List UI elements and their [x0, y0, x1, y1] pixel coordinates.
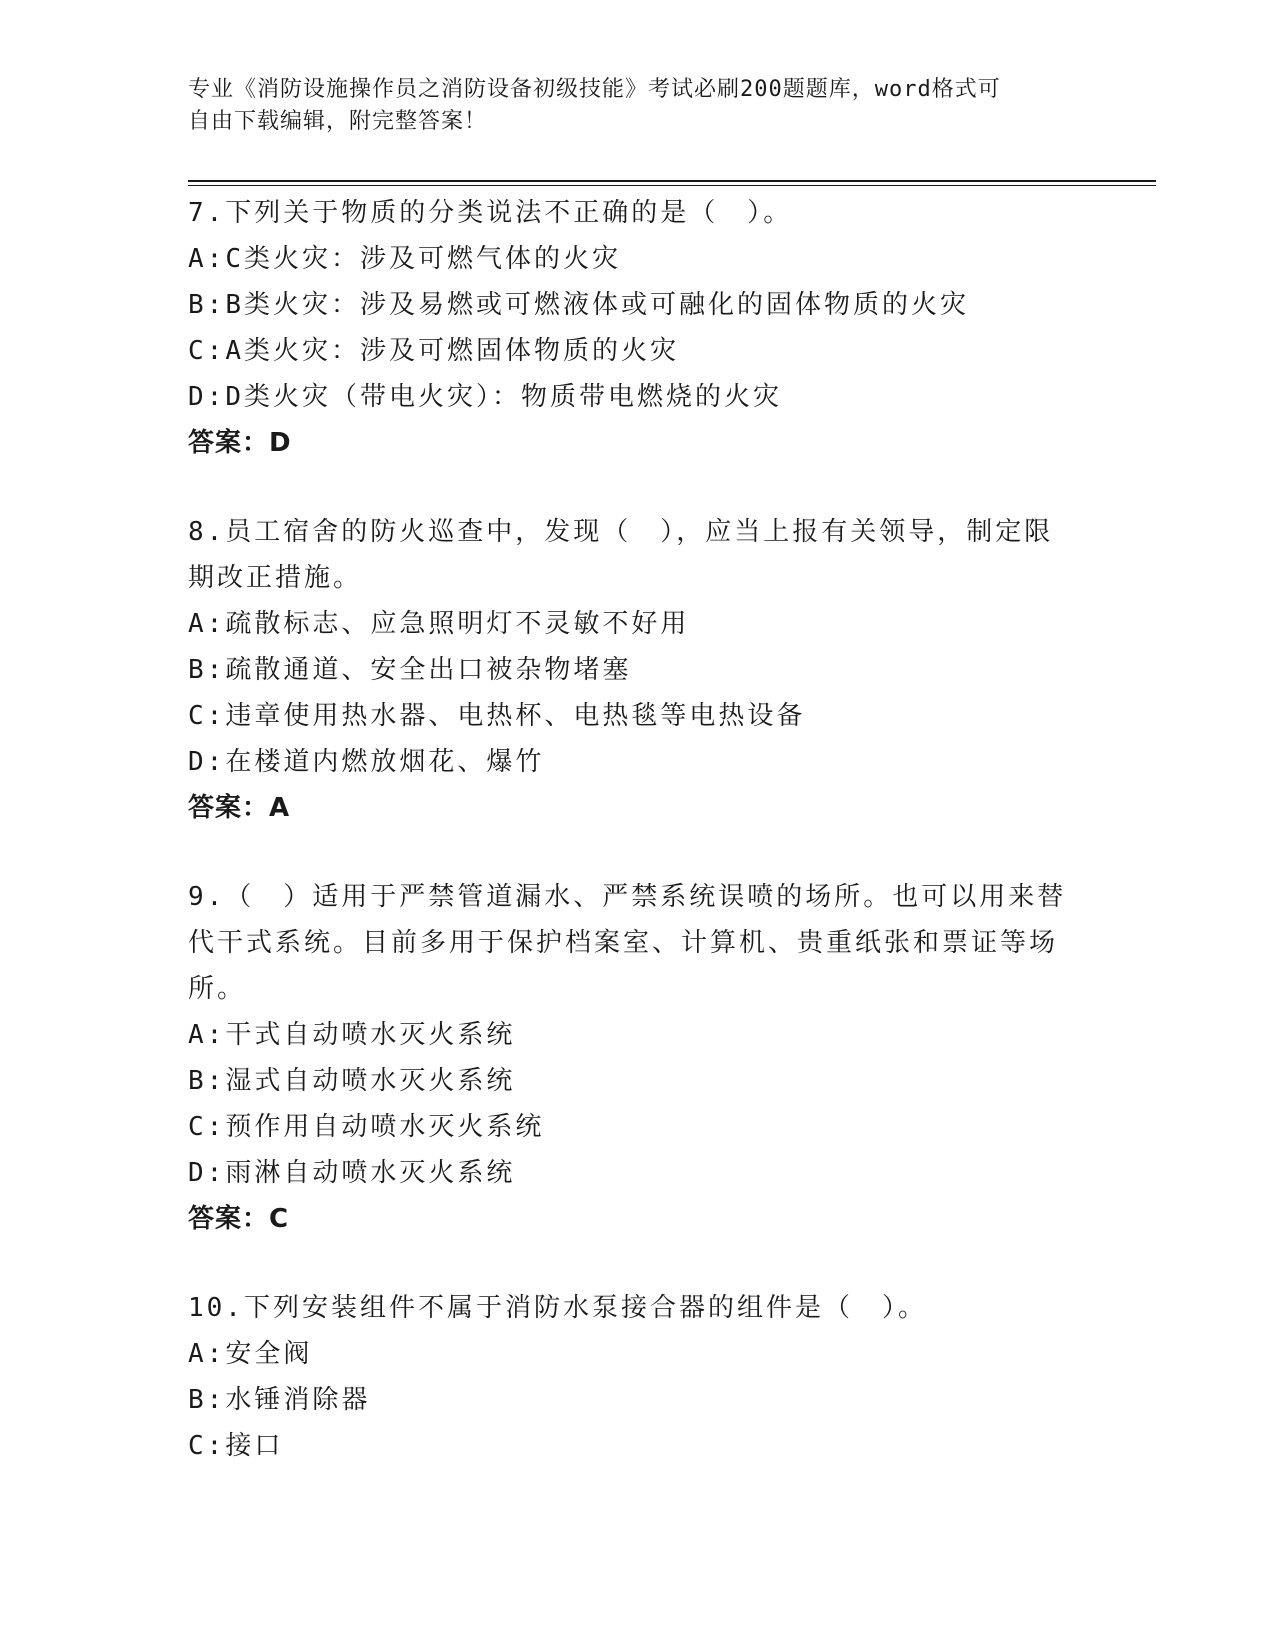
header-rule-thin — [188, 185, 1156, 186]
option-b — [188, 282, 1088, 328]
option-letter: B: — [188, 655, 226, 685]
option-d — [188, 739, 1088, 785]
answer-line: 答案：C — [188, 1204, 290, 1234]
document-header — [188, 74, 1088, 138]
option-a — [188, 236, 1088, 282]
question-9 — [188, 874, 1088, 1242]
spacer — [188, 466, 1088, 509]
question-text-continued: 代干式系统。目前多用于保护档案室、计算机、贵重纸张和票证等场 — [188, 928, 1059, 958]
question-8 — [188, 509, 1088, 831]
option-c — [188, 1104, 1088, 1150]
option-letter: D: — [188, 747, 226, 777]
option-text: 雨淋自动喷水灭火系统 — [225, 1158, 516, 1188]
option-c — [188, 1423, 1088, 1469]
option-text: 违章使用热水器、电热杯、电热毯等电热设备 — [225, 701, 806, 731]
option-letter: A: — [188, 1339, 226, 1369]
question-text: 10.下列安装组件不属于消防水泵接合器的组件是（ ）。 — [188, 1293, 927, 1323]
header-line-2: 自由下载编辑，附完整答案！ — [188, 109, 488, 134]
question-text: 8.员工宿舍的防火巡查中，发现（ ），应当上报有关领导，制定限 — [188, 517, 1054, 547]
option-a — [188, 1012, 1088, 1058]
option-text: D类火灾（带电火灾）：物质带电燃烧的火灾 — [225, 382, 782, 412]
option-text: C类火灾：涉及可燃气体的火灾 — [225, 244, 621, 274]
option-letter: B: — [188, 1385, 226, 1415]
option-b — [188, 1377, 1088, 1423]
question-text-continued: 期改正措施。 — [188, 563, 363, 593]
question-list — [188, 190, 1088, 1469]
question-10 — [188, 1285, 1088, 1469]
option-text: 接口 — [225, 1431, 284, 1461]
question-text: 7.下列关于物质的分类说法不正确的是（ ）。 — [188, 198, 793, 228]
answer-line: 答案：D — [188, 428, 292, 458]
option-a — [188, 601, 1088, 647]
option-c — [188, 328, 1088, 374]
option-text: 疏散标志、应急照明灯不灵敏不好用 — [225, 609, 690, 639]
option-text: 在楼道内燃放烟花、爆竹 — [225, 747, 545, 777]
option-letter: D: — [188, 1158, 226, 1188]
option-text: 水锤消除器 — [225, 1385, 371, 1415]
option-text: 安全阀 — [225, 1339, 313, 1369]
option-letter: C: — [188, 701, 226, 731]
option-d — [188, 374, 1088, 420]
option-letter: C: — [188, 1431, 226, 1461]
option-d — [188, 1150, 1088, 1196]
option-text: 湿式自动喷水灭火系统 — [225, 1066, 516, 1096]
option-b — [188, 1058, 1088, 1104]
option-letter: B: — [188, 1066, 226, 1096]
option-text: 疏散通道、安全出口被杂物堵塞 — [225, 655, 632, 685]
header-rule-thick — [188, 180, 1156, 182]
question-text: 9.（ ）适用于严禁管道漏水、严禁系统误喷的场所。也可以用来替 — [188, 882, 1067, 912]
option-text: A类火灾：涉及可燃固体物质的火灾 — [225, 336, 679, 366]
option-letter: B: — [188, 290, 226, 320]
answer-line: 答案：A — [188, 793, 291, 823]
option-letter: C: — [188, 1112, 226, 1142]
spacer — [188, 831, 1088, 874]
question-7 — [188, 190, 1088, 466]
option-letter: A: — [188, 609, 226, 639]
option-b — [188, 647, 1088, 693]
option-text: 干式自动喷水灭火系统 — [225, 1020, 516, 1050]
option-text: 预作用自动喷水灭火系统 — [225, 1112, 545, 1142]
option-letter: A: — [188, 244, 226, 274]
option-letter: D: — [188, 382, 226, 412]
question-text-continued: 所。 — [188, 974, 247, 1004]
option-letter: A: — [188, 1020, 226, 1050]
option-text: B类火灾：涉及易燃或可燃液体或可融化的固体物质的火灾 — [225, 290, 969, 320]
spacer — [188, 1242, 1088, 1285]
option-letter: C: — [188, 336, 226, 366]
option-a — [188, 1331, 1088, 1377]
option-c — [188, 693, 1088, 739]
header-line-1: 专业《消防设施操作员之消防设备初级技能》考试必刷200题题库，word格式可 — [188, 77, 1001, 102]
